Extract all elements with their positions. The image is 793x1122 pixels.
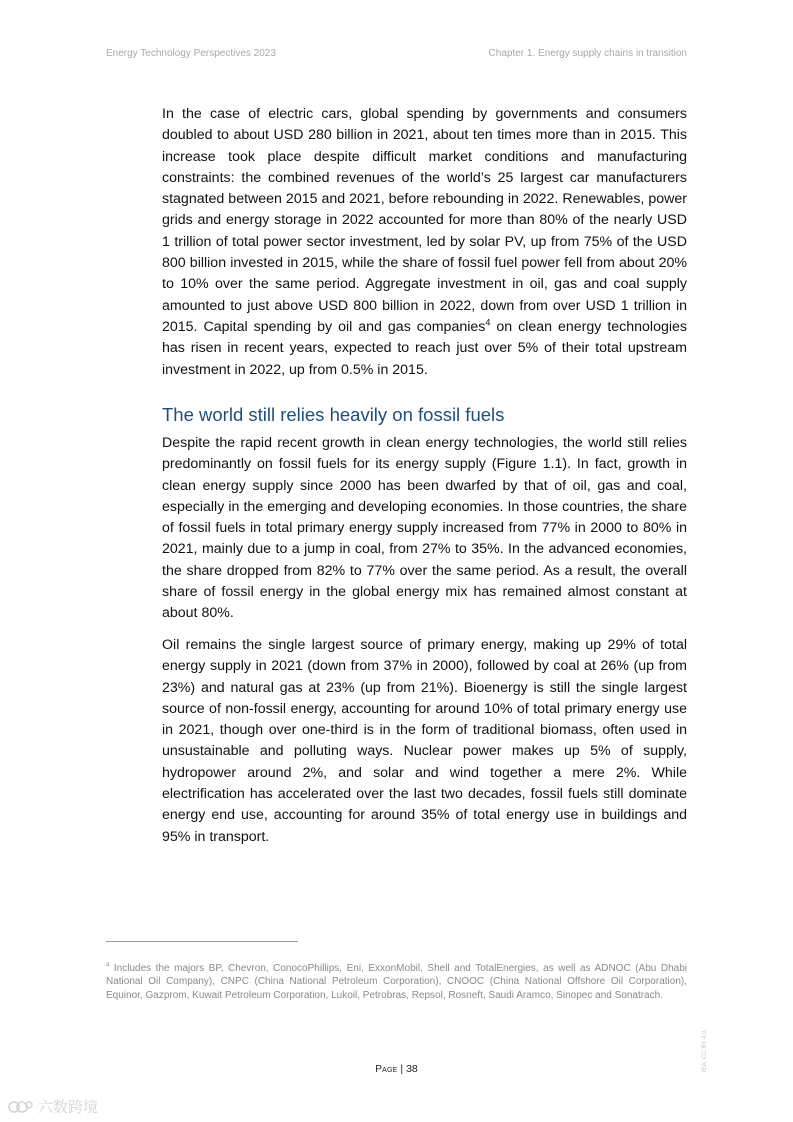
section-heading: The world still relies heavily on fossil fuels: [162, 404, 505, 425]
header-report-title: Energy Technology Perspectives 2023: [106, 48, 276, 59]
footnote: [106, 962, 687, 1002]
footnote-text: Includes the majors BP, Chevron, ConocoPhillips, Eni, ExxonMobil, Shell and TotalEnergies, as well as ADNOC (Abu Dhabi National Oil Company), CNPC (China National Petroleum Corporation), CNOOC (China National Offshore Oil Corporation), Equinor, Gazprom, Kuwait Petroleum Corporation, Lukoil, Petrobras, Repsol, Rosneft, Saudi Aramco, Sinopec and Sonatrach.: [106, 963, 687, 1001]
page-number-value: 38: [406, 1063, 418, 1075]
body-paragraph-energy-sources: Oil remains the single largest source of primary energy, making up 29% of total energy supply in 2021 (down from 37% in 2000), followed by coal at 26% (up from 23%) and natural gas at 23% (up from 21%). Bioenergy is still the single largest source of non-fossil energy, accounting for around 10% of total primary energy use in 2021, though over one-third is in the form of traditional biomass, often used in unsustainable and polluting ways. Nuclear power makes up 5% of supply, hydropower around 2%, and solar and wind together a mere 2%. While electrification has accelerated over the last two decades, fossil fuels still dominate energy end use, accounting for around 35% of total energy use in buildings and 95% in transport.: [162, 637, 687, 845]
license-note: IEA. CC BY 4.0.: [702, 1029, 708, 1072]
watermark-logo-icon: [8, 1099, 34, 1115]
footnote-reference[interactable]: 4: [485, 317, 491, 328]
watermark: [8, 1096, 98, 1117]
paragraph-text-part-b: on clean energy technologies has risen in recent years, expected to reach just over 5% of their total upstream investment in 2022, up from 0.5% in 2015.: [162, 318, 688, 378]
footnote-number: 4: [106, 962, 110, 969]
body-paragraph-fossil-reliance: Despite the rapid recent growth in clean energy technologies, the world still relies predominantly on fossil fuels for its energy supply (Figure 1.1). In fact, growth in clean energy supply since 2000 has been dwarfed by that of oil, gas and coal, especially in the emerging and developing economies. In those countries, the share of fossil fuels in total primary energy supply increased from 77% in 2000 to 80% in 2021, mainly due to a jump in coal, from 27% to 35%. In the advanced economies, the share dropped from 82% to 77% over the same period. As a result, the overall share of fossil energy in the global energy mix has remained almost constant at about 80%.: [162, 435, 687, 622]
paragraph-text-part-a: In the case of electric cars, global spending by governments and consumers doubled to about USD 280 billion in 2021, about ten times more than in 2015. This increase took place despite difficult market conditions and manufacturing constraints: the combined revenues of the world’s 25 largest car manufacturers stagnated between 2015 and 2021, before rebounding in 2022. Renewables, power grids and energy storage in 2022 accounted for more than 80% of the nearly USD 1 trillion of total power sector investment, led by solar PV, up from 75% of the USD 800 billion invested in 2015, while the share of fossil fuel power fell from about 20% to 10% over the same period. Aggregate investment in oil, gas and coal supply amounted to just above USD 800 billion in 2022, down from over USD 1 trillion in 2015. Capital spending by oil and gas companies: [162, 106, 687, 335]
page-number: [0, 1063, 793, 1075]
footnote-divider: [106, 941, 298, 942]
body-paragraph-investment: [162, 104, 687, 381]
page-separator: |: [397, 1063, 407, 1075]
page-label: Page: [375, 1064, 398, 1075]
header-chapter-title: Chapter 1. Energy supply chains in transition: [488, 48, 687, 59]
watermark-text: 六数跨境: [38, 1099, 99, 1116]
